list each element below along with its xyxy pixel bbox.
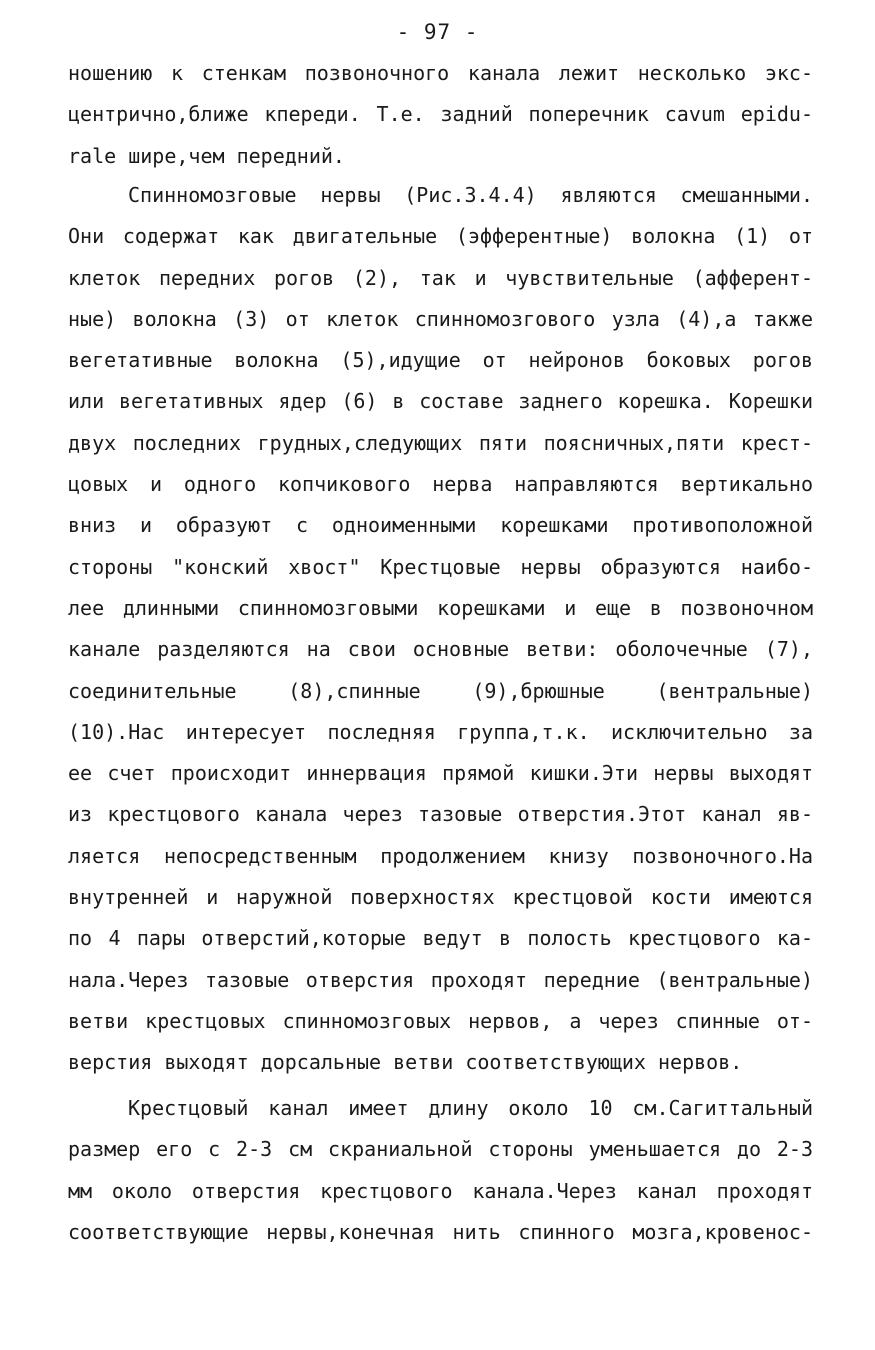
- text-line: из крестцового канала через тазовые отверстия.Этот канал яв-: [68, 802, 813, 827]
- text-line: канале разделяются на свои основные ветви: оболочечные (7),: [68, 637, 813, 662]
- text-line: соответствующие нервы,конечная нить спинного мозга,кровенос-: [68, 1219, 813, 1244]
- text-line: вегетативные волокна (5),идущие от нейронов боковых рогов: [68, 348, 813, 373]
- paragraph-2: [68, 175, 813, 1084]
- text-line: или вегетативных ядер (6) в составе заднего корешка. Корешки: [68, 389, 813, 414]
- text-line: верстия выходят дорсальные ветви соответствующих нервов.: [68, 1050, 743, 1075]
- text-line: размер его с 2-3 см скраниальной стороны уменьшается до 2-3: [68, 1137, 813, 1162]
- text-line: Спинномозговые нервы (Рис.3.4.4) являются смешанными.: [128, 183, 813, 207]
- text-line: соединительные (8),спинные (9),брюшные (вентральные): [68, 678, 813, 703]
- text-line: цовых и одного копчикового нерва направляются вертикально: [68, 472, 813, 497]
- text-line: внутренней и наружной поверхностях крестцовой кости имеются: [68, 885, 813, 910]
- text-line: ношению к стенкам позвоночного канала лежит несколько экс-: [68, 61, 813, 85]
- text-line: лее длинными спинномозговыми корешками и еще в позвоночном: [68, 595, 813, 620]
- text-line: ляется непосредственным продолжением книзу позвоночного.На: [68, 843, 813, 868]
- paragraph-3: [68, 1088, 813, 1253]
- text-line: по 4 пары отверстий,которые ведут в полость крестцового ка-: [68, 926, 813, 951]
- text-line: вниз и образуют с одноименными корешками противоположной: [68, 513, 813, 538]
- text-line: ные) волокна (3) от клеток спинномозгового узла (4),а также: [68, 306, 813, 331]
- paragraph-1: [68, 53, 813, 177]
- text-line: Крестцовый канал имеет длину около 10 см.Сагиттальный: [128, 1096, 813, 1120]
- text-line: клеток передних рогов (2), так и чувствительные (афферент-: [68, 265, 813, 290]
- text-line: нала.Через тазовые отверстия проходят передние (вентральные): [68, 967, 813, 992]
- text-line: центрично,ближе кпереди. Т.е. задний поперечник cavum epidu-: [68, 102, 813, 127]
- text-line: Они содержат как двигательные (эфферентные) волокна (1) от: [68, 224, 813, 249]
- text-line: (10).Нас интересует последняя группа,т.к. исключительно за: [68, 719, 813, 744]
- text-line: стороны "конский хвост" Крестцовые нервы образуются наибо-: [68, 554, 813, 579]
- text-line: мм около отверстия крестцового канала.Через канал проходят: [68, 1178, 813, 1203]
- text-line: ветви крестцовых спинномозговых нервов, а через спинные от-: [68, 1008, 813, 1033]
- text-line: rale шире,чем передний.: [68, 143, 345, 168]
- text-line: ее счет происходит иннервация прямой кишки.Эти нервы выходят: [68, 761, 813, 786]
- page-number: - 97 -: [396, 20, 479, 44]
- text-line: двух последних грудных,следующих пяти поясничных,пяти крест-: [68, 430, 813, 455]
